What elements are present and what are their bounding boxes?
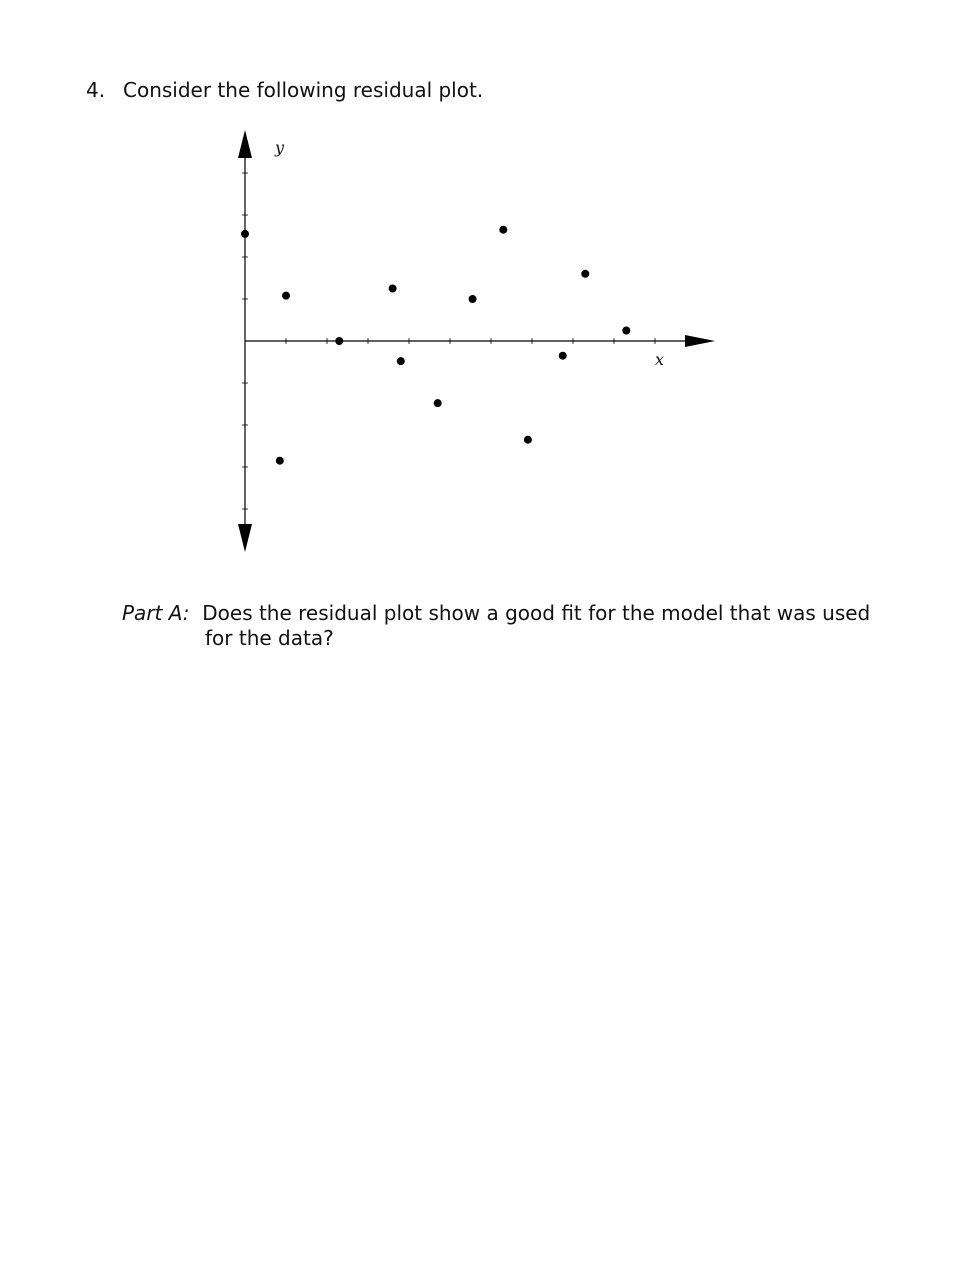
data-point <box>241 230 249 238</box>
data-point <box>581 270 589 278</box>
data-point <box>434 399 442 407</box>
y-axis-arrow-up <box>238 130 252 158</box>
part-a-label: Part A: <box>122 601 190 625</box>
data-point <box>389 285 397 293</box>
y-axis-arrow-down <box>238 524 252 552</box>
data-point <box>335 337 343 345</box>
part-a-text-line2: for the data? <box>205 626 334 650</box>
data-point <box>499 226 507 234</box>
data-point <box>469 295 477 303</box>
residual-plot <box>0 0 979 600</box>
y-axis-label: y <box>275 138 285 157</box>
data-point <box>524 436 532 444</box>
data-point <box>282 292 290 300</box>
axes <box>238 130 715 552</box>
part-a-prompt <box>122 601 882 651</box>
data-point <box>559 352 567 360</box>
part-a-text-line1: Does the residual plot show a good fit for the model that was used <box>202 601 871 625</box>
x-axis-label: x <box>655 350 665 369</box>
data-point <box>397 357 405 365</box>
question-text: Consider the following residual plot. <box>123 78 484 102</box>
data-point <box>622 327 630 335</box>
data-points <box>241 226 630 465</box>
question-number: 4. <box>86 78 106 102</box>
x-axis-arrow-right <box>685 335 715 347</box>
data-point <box>276 457 284 465</box>
